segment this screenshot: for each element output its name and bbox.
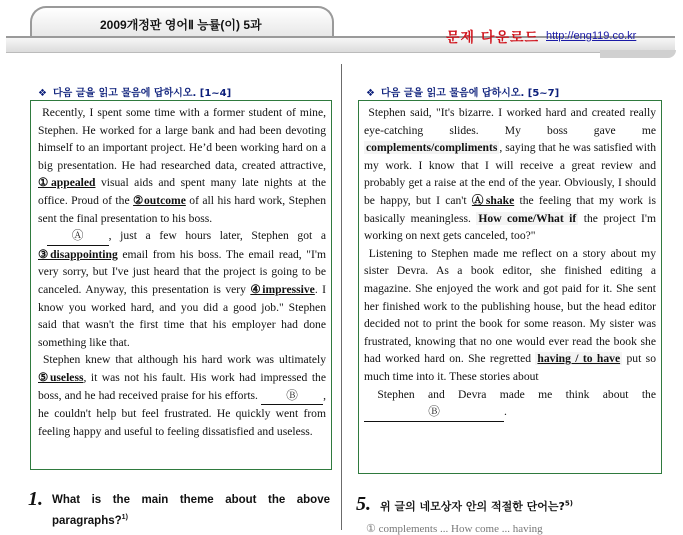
underlined-word-3: ③disappointing — [38, 247, 118, 261]
underlined-word-5: ⑤useless — [38, 370, 84, 384]
text-run: . — [504, 405, 507, 419]
text-run: Stephen knew that although his hard work was ultimately — [42, 353, 326, 367]
passage-box-right — [358, 100, 662, 474]
text-run: the feeling that my work is basically meaningless. — [364, 193, 656, 225]
blank-b-right: Ⓑ — [364, 403, 504, 422]
text-run: Stephen said, "It's bizarre. I worked hard and created really eye-catching slides. My boss gave me — [364, 106, 656, 137]
column-divider — [341, 64, 342, 530]
header-band-tail — [600, 50, 676, 58]
footnote-marker: 1) — [121, 514, 128, 521]
underlined-word-a: Ⓐshake — [471, 193, 515, 207]
diamond-icon: ❖ — [366, 88, 375, 99]
download-label[interactable]: 문제 다운로드 — [446, 30, 540, 46]
passage-box-left — [30, 100, 332, 470]
choice-box-1: complements/compliments — [366, 141, 498, 155]
text-run: , he couldn't help but feel frustrated. He quickly went from feeling happy and useful to feeling dissatisfied and useless. — [38, 388, 326, 438]
diamond-icon: ❖ — [38, 88, 47, 99]
instruction-right-text: 다음 글을 읽고 물음에 답하시오. [5~7] — [380, 88, 560, 99]
instruction-left-text: 다음 글을 읽고 물음에 답하시오. [1~4] — [52, 88, 232, 99]
passage-left — [38, 104, 326, 440]
question-5-body: 위 글의 네모상자 안의 적절한 단어는? — [380, 500, 565, 513]
passage-right — [364, 104, 656, 422]
footnote-marker: 5) — [564, 499, 573, 508]
text-run: Stephen and Devra made me think about the — [377, 387, 656, 401]
underlined-word-4: ④impressive — [250, 282, 315, 296]
choice-box-2: How come/What if — [478, 211, 577, 225]
underlined-word-1: ①appealed — [38, 176, 96, 190]
text-run: Listening to Stephen made me reflect on a story about my sister Devra. As a book editor, she finished editing a magazine. She enjoyed the work and got paid for it. She sent her finished work to the publishing house, but the head editor decided not to print the book for some reason. My sister was frustrated, knowing that no one would ever read the book she had worked hard on. She regretted — [364, 246, 656, 366]
text-run: , it was not his fault. His work had impressed the boss, and he had received praise for his efforts. — [38, 370, 326, 402]
instruction-left — [38, 84, 231, 99]
question-5-text — [380, 498, 573, 514]
question-1-body: What is the main theme about the above paragraphs? — [52, 494, 330, 527]
site-link[interactable]: http://eng119.co.kr — [546, 30, 637, 42]
text-run: , just a few hours later, Stephen got a — [108, 229, 326, 243]
instruction-right — [366, 84, 559, 99]
text-run: the project I'm working on next gets canceled, too?" — [364, 211, 657, 243]
choice-box-3: having / to have — [537, 352, 621, 366]
text-run: , saying that he was satisfied with my work. I know that I will receive a great review and probably get a raise at the end of the year. Obviously, I should be happy, but I can't — [364, 141, 656, 207]
question-1-number: 1. — [28, 488, 43, 510]
text-run: email from his boss. The email read, "I'm very sorry, but I've just heard that the project is going to be canceled. Anyway, this presentation is very — [38, 247, 326, 296]
question-5-choices: ① complements ... How come ... having — [366, 523, 543, 535]
text-run: put so much time into it. These stories about — [364, 352, 656, 383]
blank-a: Ⓐ — [47, 227, 109, 246]
blank-b: Ⓑ — [261, 387, 323, 406]
text-run: of all his hard work, Stephen sent the final presentation to his boss. — [38, 193, 326, 225]
page-title: 2009개정판 영어Ⅱ 능률(이) 5과 — [100, 18, 262, 32]
text-run: . I know you worked hard, and you did a good job." Stephen said that wasn't the first time that his employer had done something like that. — [38, 282, 326, 349]
question-5-number: 5. — [356, 493, 371, 515]
question-1-text — [52, 492, 330, 530]
underlined-word-2: ②outcome — [133, 193, 186, 207]
text-run: visual aids and spent many late nights at the office. Proud of the — [38, 176, 326, 207]
text-run: Recently, I spent some time with a former student of mine, Stephen. He worked for a large bank and had been devoting himself to an important project. He’d been working hard on a big presentation. He had researched data, created attractive, — [38, 106, 327, 172]
